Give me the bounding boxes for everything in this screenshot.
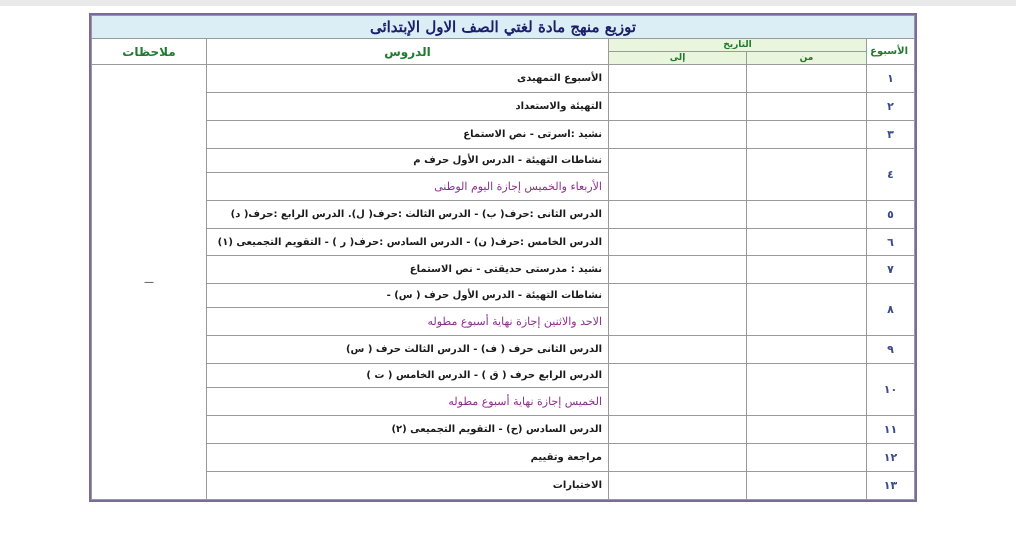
table-row: [92, 148, 915, 172]
table-title: توزيع منهج مادة لغتي الصف الاول الإبتدائى: [92, 16, 915, 39]
lesson-cell: الأسبوع التمهيدى: [207, 65, 609, 93]
table-row: [92, 416, 915, 444]
header-to: إلى: [609, 52, 747, 65]
table-row: [92, 200, 915, 228]
holiday-note: الاحد والاثنين إجازة نهاية أسبوع مطوله: [207, 308, 609, 336]
week-number: ٩: [867, 336, 915, 364]
header-notes: ملاحظات: [92, 39, 207, 65]
holiday-note: الخميس إجازة نهاية أسبوع مطوله: [207, 388, 609, 416]
date-from-cell: [747, 120, 867, 148]
week-number: ٧: [867, 256, 915, 284]
lesson-cell: نشيد :اسرتى - نص الاستماع: [207, 120, 609, 148]
table-row: [92, 256, 915, 284]
date-from-cell: [747, 416, 867, 444]
week-number: ١٠: [867, 364, 915, 416]
table-row: [92, 471, 915, 499]
header-from: من: [747, 52, 867, 65]
date-to-cell: [609, 364, 747, 416]
curriculum-table: [91, 15, 915, 500]
date-from-cell: [747, 65, 867, 93]
week-number: ١٣: [867, 471, 915, 499]
table-row: [92, 284, 915, 308]
date-to-cell: [609, 443, 747, 471]
week-number: ٨: [867, 284, 915, 336]
table-row: [92, 92, 915, 120]
table-row: [92, 65, 915, 93]
week-number: ٤: [867, 148, 915, 200]
week-number: ٥: [867, 200, 915, 228]
table-row: [92, 364, 915, 388]
date-from-cell: [747, 336, 867, 364]
document-table-frame: [89, 13, 917, 502]
date-to-cell: [609, 120, 747, 148]
lesson-cell: الاختبارات: [207, 471, 609, 499]
header-date: التاريخ: [609, 39, 867, 52]
date-to-cell: [609, 416, 747, 444]
holiday-note: الأربعاء والخميس إجازة اليوم الوطنى: [207, 172, 609, 200]
lesson-cell: نشاطات التهيئة - الدرس الأول حرف ( س) -: [207, 284, 609, 308]
table-row: [92, 228, 915, 256]
date-from-cell: [747, 92, 867, 120]
date-to-cell: [609, 148, 747, 200]
date-from-cell: [747, 228, 867, 256]
lesson-cell: الدرس الثانى حرف ( ف) - الدرس الثالث حرف ( س): [207, 336, 609, 364]
table-row: [92, 443, 915, 471]
header-week: الأسبوع: [867, 39, 915, 65]
lesson-cell: نشيد : مدرستى حديقتى - نص الاستماع: [207, 256, 609, 284]
top-border: [0, 0, 1016, 6]
lesson-cell: مراجعة وتقييم: [207, 443, 609, 471]
date-to-cell: [609, 471, 747, 499]
lesson-cell: الدرس الثانى :حرف( ب) - الدرس الثالث :حرف( ل). الدرس الرابع :حرف( د): [207, 200, 609, 228]
date-from-cell: [747, 148, 867, 200]
lesson-cell: نشاطات التهيئة - الدرس الأول حرف م: [207, 148, 609, 172]
date-to-cell: [609, 92, 747, 120]
date-from-cell: [747, 284, 867, 336]
week-number: ١٢: [867, 443, 915, 471]
date-from-cell: [747, 200, 867, 228]
notes-cell: —: [92, 65, 207, 500]
week-number: ١: [867, 65, 915, 93]
date-to-cell: [609, 65, 747, 93]
lesson-cell: التهيئة والاستعداد: [207, 92, 609, 120]
date-to-cell: [609, 200, 747, 228]
date-to-cell: [609, 336, 747, 364]
lesson-cell: الدرس السادس (ح) - التقويم التجميعى (٢): [207, 416, 609, 444]
week-number: ١١: [867, 416, 915, 444]
date-to-cell: [609, 228, 747, 256]
week-number: ٢: [867, 92, 915, 120]
date-from-cell: [747, 256, 867, 284]
lesson-cell: الدرس الرابع حرف ( ق ) - الدرس الخامس ( ت ): [207, 364, 609, 388]
date-to-cell: [609, 256, 747, 284]
table-row: [92, 336, 915, 364]
date-to-cell: [609, 284, 747, 336]
date-from-cell: [747, 364, 867, 416]
header-lessons: الدروس: [207, 39, 609, 65]
lesson-cell: الدرس الخامس :حرف( ن) - الدرس السادس :حرف( ر ) - التقويم التجميعى (١): [207, 228, 609, 256]
date-from-cell: [747, 471, 867, 499]
table-row: [92, 120, 915, 148]
date-from-cell: [747, 443, 867, 471]
week-number: ٣: [867, 120, 915, 148]
week-number: ٦: [867, 228, 915, 256]
